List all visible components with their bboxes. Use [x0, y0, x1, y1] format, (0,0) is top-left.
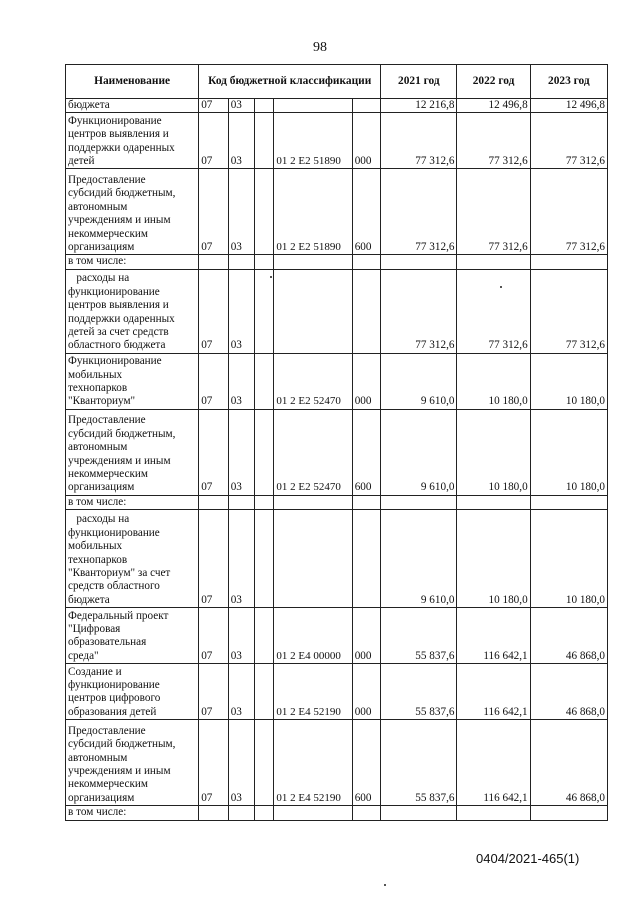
- page-number: 98: [313, 40, 327, 55]
- code-target-cell: [274, 99, 352, 113]
- code-spacer-cell: [255, 806, 274, 820]
- code-target-cell: 01 2 E2 52470: [274, 409, 352, 495]
- row-name-cell: расходы на функционирование центров выявления и поддержки одаренных детей за счет средств областного бюджета: [66, 269, 199, 353]
- code-expense-type-cell: 000: [352, 113, 381, 169]
- code-subsection-cell: 03: [228, 510, 254, 608]
- code-expense-type-cell: [352, 495, 381, 509]
- value-2022-cell: 116 642,1: [457, 608, 530, 664]
- code-expense-type-cell: 000: [352, 664, 381, 720]
- code-spacer-cell: [255, 113, 274, 169]
- row-name-cell: Функционирование мобильных технопарков "Кванториум": [66, 353, 199, 409]
- header-code: Код бюджетной классификации: [199, 65, 381, 99]
- value-2023-cell: [530, 255, 607, 269]
- value-2023-cell: 10 180,0: [530, 510, 607, 608]
- code-spacer-cell: [255, 353, 274, 409]
- row-name-cell: Федеральный проект "Цифровая образовательная среда": [66, 608, 199, 664]
- code-subsection-cell: 03: [228, 113, 254, 169]
- code-subsection-cell: 03: [228, 664, 254, 720]
- code-spacer-cell: [255, 169, 274, 255]
- value-2022-cell: 116 642,1: [457, 720, 530, 806]
- code-spacer-cell: [255, 255, 274, 269]
- code-target-cell: [274, 495, 352, 509]
- table-row: [66, 608, 608, 664]
- code-subsection-cell: 03: [228, 269, 254, 353]
- code-expense-type-cell: [352, 806, 381, 820]
- code-section-cell: [199, 495, 228, 509]
- code-expense-type-cell: 600: [352, 409, 381, 495]
- value-2021-cell: 55 837,6: [381, 664, 457, 720]
- value-2021-cell: 9 610,0: [381, 409, 457, 495]
- value-2022-cell: 10 180,0: [457, 409, 530, 495]
- value-2022-cell: 10 180,0: [457, 353, 530, 409]
- code-target-cell: 01 2 E4 52190: [274, 720, 352, 806]
- value-2021-cell: 12 216,8: [381, 99, 457, 113]
- value-2023-cell: 46 868,0: [530, 664, 607, 720]
- code-section-cell: 07: [199, 720, 228, 806]
- code-target-cell: [274, 510, 352, 608]
- code-spacer-cell: [255, 495, 274, 509]
- code-spacer-cell: [255, 510, 274, 608]
- code-spacer-cell: [255, 664, 274, 720]
- row-name-cell: Предоставление субсидий бюджетным, автономным учреждениям и иным некоммерческим организациям: [66, 720, 199, 806]
- header-name: Наименование: [66, 65, 199, 99]
- code-subsection-cell: 03: [228, 720, 254, 806]
- value-2023-cell: 77 312,6: [530, 269, 607, 353]
- row-name-cell: Функционирование центров выявления и поддержки одаренных детей: [66, 113, 199, 169]
- header-2021: 2021 год: [381, 65, 457, 99]
- value-2022-cell: 77 312,6: [457, 269, 530, 353]
- value-2022-cell: [457, 495, 530, 509]
- value-2021-cell: 9 610,0: [381, 353, 457, 409]
- table-header-row: [66, 65, 608, 99]
- value-2021-cell: 55 837,6: [381, 720, 457, 806]
- code-target-cell: 01 2 E4 00000: [274, 608, 352, 664]
- table-row: [66, 720, 608, 806]
- code-section-cell: 07: [199, 169, 228, 255]
- table-row: [66, 510, 608, 608]
- row-name-cell: расходы на функционирование мобильных технопарков "Кванториум" за счет средств областного бюджета: [66, 510, 199, 608]
- table-row: [66, 806, 608, 820]
- code-subsection-cell: 03: [228, 169, 254, 255]
- row-name-cell: в том числе:: [66, 495, 199, 509]
- code-target-cell: 01 2 E2 51890: [274, 169, 352, 255]
- row-name-cell: Предоставление субсидий бюджетным, автономным учреждениям и иным некоммерческим организациям: [66, 409, 199, 495]
- value-2021-cell: 9 610,0: [381, 510, 457, 608]
- budget-table: [65, 64, 608, 821]
- row-name-cell: бюджета: [66, 99, 199, 113]
- code-subsection-cell: [228, 806, 254, 820]
- header-2023: 2023 год: [530, 65, 607, 99]
- code-target-cell: [274, 269, 352, 353]
- value-2022-cell: [457, 255, 530, 269]
- code-section-cell: [199, 806, 228, 820]
- row-name-cell: Создание и функционирование центров цифрового образования детей: [66, 664, 199, 720]
- value-2023-cell: 10 180,0: [530, 409, 607, 495]
- value-2021-cell: 77 312,6: [381, 169, 457, 255]
- value-2023-cell: 77 312,6: [530, 169, 607, 255]
- table-row: [66, 269, 608, 353]
- value-2021-cell: [381, 806, 457, 820]
- code-section-cell: 07: [199, 269, 228, 353]
- code-section-cell: 07: [199, 353, 228, 409]
- table-body: [66, 99, 608, 821]
- value-2022-cell: 77 312,6: [457, 169, 530, 255]
- code-spacer-cell: [255, 608, 274, 664]
- value-2021-cell: 77 312,6: [381, 113, 457, 169]
- code-target-cell: [274, 255, 352, 269]
- table-row: [66, 113, 608, 169]
- row-name-cell: Предоставление субсидий бюджетным, автономным учреждениям и иным некоммерческим организациям: [66, 169, 199, 255]
- code-expense-type-cell: [352, 255, 381, 269]
- code-expense-type-cell: [352, 510, 381, 608]
- table-row: [66, 353, 608, 409]
- value-2021-cell: [381, 255, 457, 269]
- code-spacer-cell: [255, 409, 274, 495]
- value-2023-cell: 46 868,0: [530, 608, 607, 664]
- value-2022-cell: 77 312,6: [457, 113, 530, 169]
- code-expense-type-cell: 000: [352, 353, 381, 409]
- value-2023-cell: 77 312,6: [530, 113, 607, 169]
- value-2022-cell: 12 496,8: [457, 99, 530, 113]
- code-target-cell: 01 2 E2 52470: [274, 353, 352, 409]
- code-section-cell: [199, 255, 228, 269]
- table-row: [66, 99, 608, 113]
- code-subsection-cell: 03: [228, 409, 254, 495]
- code-target-cell: 01 2 E4 52190: [274, 664, 352, 720]
- table-row: [66, 664, 608, 720]
- code-subsection-cell: 03: [228, 353, 254, 409]
- code-section-cell: 07: [199, 113, 228, 169]
- document-id: 0404/2021-465(1): [476, 851, 580, 866]
- scan-speck: [270, 276, 272, 278]
- code-expense-type-cell: 600: [352, 720, 381, 806]
- value-2023-cell: 46 868,0: [530, 720, 607, 806]
- value-2022-cell: 10 180,0: [457, 510, 530, 608]
- code-expense-type-cell: [352, 269, 381, 353]
- value-2021-cell: 77 312,6: [381, 269, 457, 353]
- scan-speck: [500, 286, 502, 288]
- code-target-cell: 01 2 E2 51890: [274, 113, 352, 169]
- code-section-cell: 07: [199, 409, 228, 495]
- value-2021-cell: [381, 495, 457, 509]
- code-section-cell: 07: [199, 664, 228, 720]
- code-expense-type-cell: [352, 99, 381, 113]
- value-2023-cell: 10 180,0: [530, 353, 607, 409]
- code-spacer-cell: [255, 269, 274, 353]
- row-name-cell: в том числе:: [66, 806, 199, 820]
- value-2023-cell: [530, 806, 607, 820]
- value-2023-cell: 12 496,8: [530, 99, 607, 113]
- code-section-cell: 07: [199, 608, 228, 664]
- value-2021-cell: 55 837,6: [381, 608, 457, 664]
- code-target-cell: [274, 806, 352, 820]
- code-subsection-cell: 03: [228, 99, 254, 113]
- table-row: [66, 169, 608, 255]
- code-spacer-cell: [255, 720, 274, 806]
- code-section-cell: 07: [199, 99, 228, 113]
- table-row: [66, 255, 608, 269]
- code-subsection-cell: 03: [228, 608, 254, 664]
- code-subsection-cell: [228, 495, 254, 509]
- row-name-cell: в том числе:: [66, 255, 199, 269]
- value-2023-cell: [530, 495, 607, 509]
- table-row: [66, 495, 608, 509]
- table-row: [66, 409, 608, 495]
- header-2022: 2022 год: [457, 65, 530, 99]
- value-2022-cell: [457, 806, 530, 820]
- code-subsection-cell: [228, 255, 254, 269]
- value-2022-cell: 116 642,1: [457, 664, 530, 720]
- code-expense-type-cell: 000: [352, 608, 381, 664]
- code-section-cell: 07: [199, 510, 228, 608]
- code-expense-type-cell: 600: [352, 169, 381, 255]
- code-spacer-cell: [255, 99, 274, 113]
- scan-speck: [384, 884, 386, 886]
